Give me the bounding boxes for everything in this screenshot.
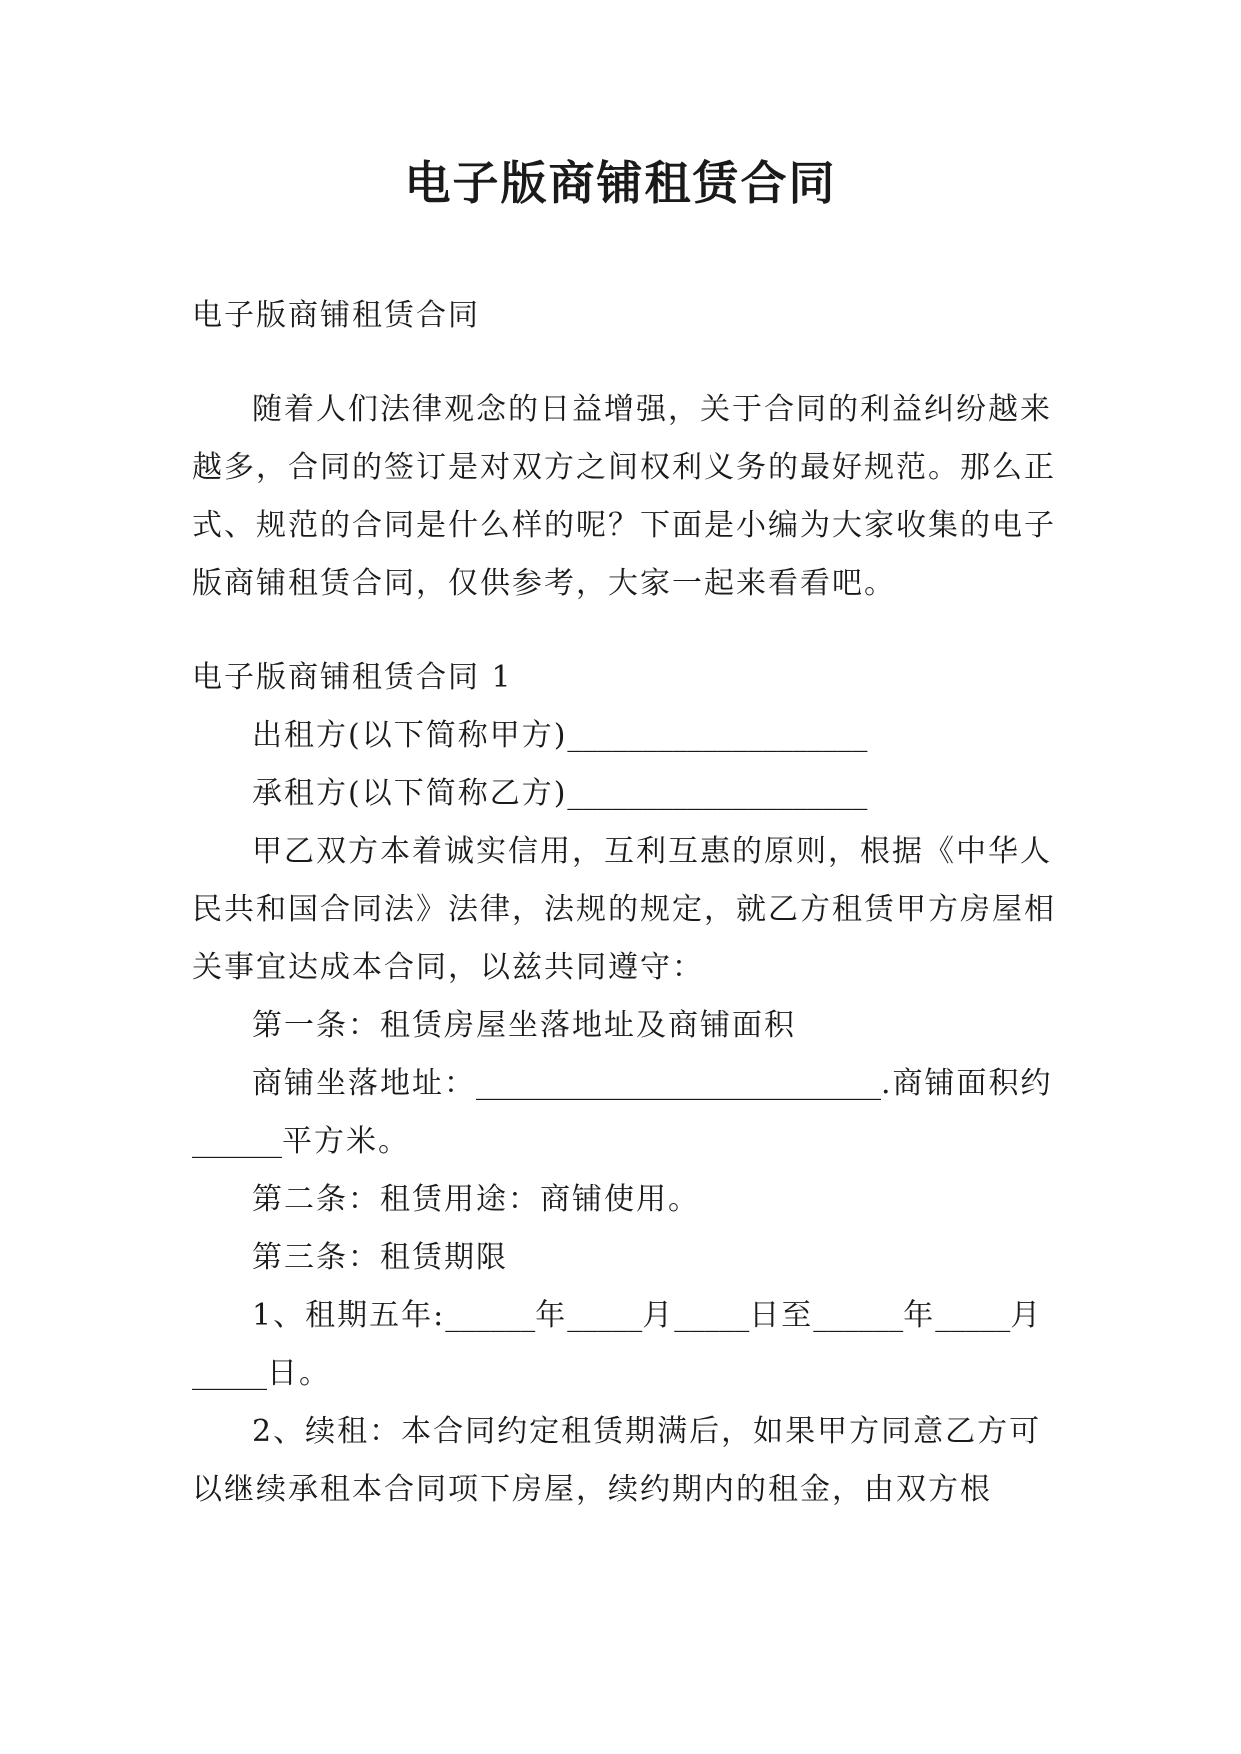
section-heading: 电子版商铺租赁合同 1 — [192, 660, 513, 695]
intro-paragraph: 随着人们法律观念的日益增强，关于合同的利益纠纷越来越多，合同的签订是对双方之间权利义务的最好规范。那么正式、规范的合同是什么样的呢？下面是小编为大家收集的电子版商铺租赁合同，仅供参考，大家一起来看看吧。 — [192, 392, 1056, 601]
term-unit: 年 — [535, 1298, 568, 1333]
article-3-heading: 第三条：租赁期限 — [252, 1240, 508, 1275]
term-blank: _____ — [935, 1298, 1011, 1333]
article-1-heading: 第一条：租赁房屋坐落地址及商铺面积 — [252, 1008, 796, 1043]
term-unit: 年 — [903, 1298, 936, 1333]
address-label: 商铺坐落地址： — [252, 1066, 476, 1101]
lessor-line — [192, 707, 1058, 765]
term-blank: ______ — [445, 1298, 536, 1333]
address-blank: ___________________________ — [476, 1066, 881, 1101]
term-unit: 月 — [642, 1298, 675, 1333]
preamble-paragraph: 甲乙双方本着诚实信用，互利互惠的原则，根据《中华人民共和国合同法》法律，法规的规定，就乙方租赁甲方房屋相关事宜达成本合同，以兹共同遵守： — [192, 834, 1056, 985]
term-unit: 月 — [1010, 1298, 1043, 1333]
term-blank: _____ — [674, 1298, 750, 1333]
area-unit: 平方米。 — [282, 1124, 410, 1159]
renewal-paragraph: 2、续租：本合同约定租赁期满后，如果甲方同意乙方可以继续承租本合同项下房屋，续约期内的租金，由双方根 — [192, 1414, 1042, 1507]
area-label: .商铺面积约 — [881, 1066, 1053, 1101]
term-line — [192, 1287, 1058, 1403]
lessor-label: 出租方(以下简称甲方) — [252, 718, 568, 753]
term-unit: 日。 — [267, 1356, 331, 1391]
term-blank: _____ — [567, 1298, 643, 1333]
area-blank: ______ — [192, 1124, 282, 1159]
document-subtitle: 电子版商铺租赁合同 — [192, 298, 480, 333]
lessor-blank: ____________________ — [567, 718, 868, 753]
document-body — [192, 287, 1058, 1519]
document-title: 电子版商铺租赁合同 — [404, 156, 837, 210]
lessee-label: 承租方(以下简称乙方) — [252, 776, 568, 811]
lessee-line — [192, 765, 1058, 823]
spacer — [192, 613, 1058, 649]
lessee-blank: ____________________ — [567, 776, 868, 811]
term-unit: 日至 — [749, 1298, 814, 1333]
term-blank: ______ — [813, 1298, 904, 1333]
spacer — [192, 345, 1058, 381]
address-line — [192, 1055, 1058, 1171]
term-label: 1、租期五年: — [252, 1298, 446, 1333]
article-2-heading: 第二条：租赁用途：商铺使用。 — [252, 1182, 700, 1217]
term-blank: _____ — [192, 1356, 267, 1391]
